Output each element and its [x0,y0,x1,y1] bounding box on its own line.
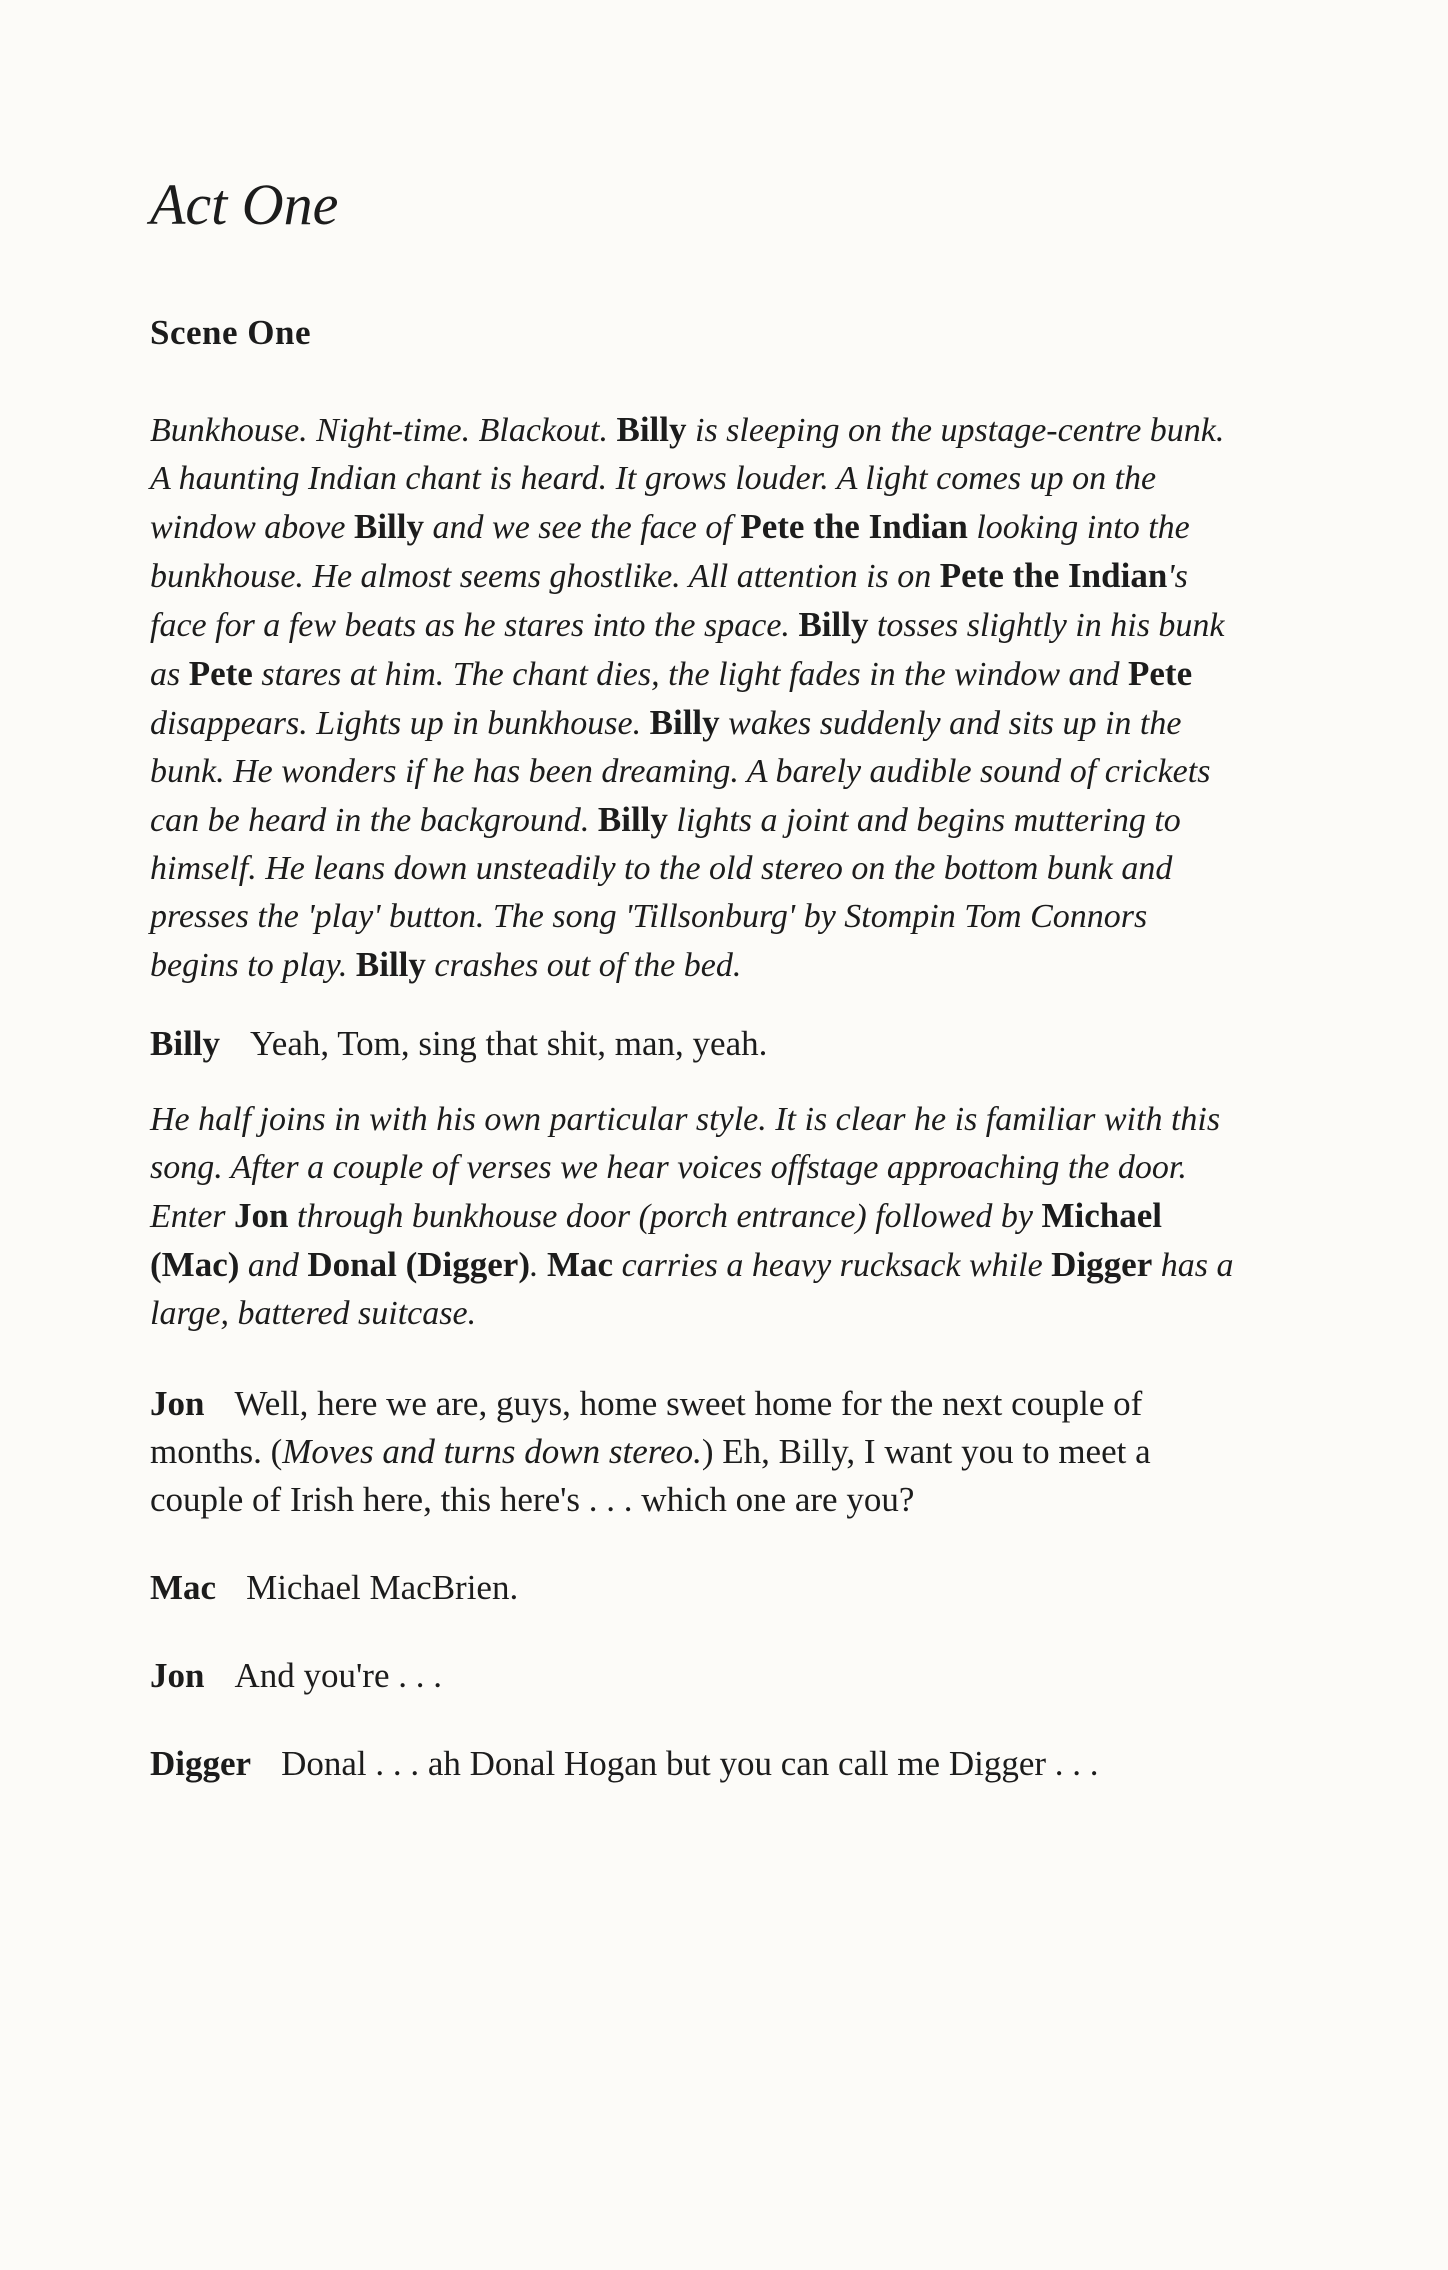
stage-direction-text: has a large, battered suitcase. [150,1246,1234,1332]
stage-direction-text: wakes suddenly and sits up in the bunk. He wonders if he has been dreaming. A barely audible sound of crickets can be heard in the background. [150,704,1211,839]
stage-direction-entrance [150,1096,1240,1338]
character-name: Billy [616,409,687,449]
character-name: Billy [649,702,720,742]
character-name: Mac [547,1244,614,1284]
stage-direction-text: disappears. Lights up in bunkhouse. [150,704,650,742]
character-name: Digger [1051,1244,1153,1284]
stage-direction-text: . [530,1246,547,1284]
character-name: Billy [353,506,425,546]
stage-direction-text: carries a heavy rucksack while [613,1246,1052,1284]
stage-direction-text: and [239,1246,308,1284]
speaker-name: Jon [150,1383,205,1423]
act-title: Act One [150,172,339,237]
character-name: Pete the Indian [939,555,1168,595]
dialogue-digger [150,1740,1240,1788]
dialogue-line: Michael MacBrien. [246,1567,519,1607]
stage-direction-text: through bunkhouse door (porch entrance) followed by [288,1197,1042,1235]
speaker-name: Digger [150,1743,252,1783]
dialogue-line: Yeah, Tom, sing that shit, man, yeah. [250,1023,768,1063]
stage-direction-text: 's face for a few beats as he stares into the space. [150,557,1188,644]
stage-direction-text: and we see the face of [424,508,741,546]
inline-stage-direction: Moves and turns down stereo. [282,1431,702,1471]
dialogue-line: And you're . . . [234,1655,442,1695]
dialogue-line: Well, here we are, guys, home sweet home for the next couple of months. ( [150,1383,1143,1471]
character-name: Pete [188,653,253,693]
character-name: Billy [355,944,426,984]
dialogue-jon [150,1652,1240,1700]
stage-direction-text: tosses slightly in his bunk as [150,606,1225,693]
character-name: Donal (Digger) [307,1244,530,1284]
speaker-name: Mac [150,1567,217,1607]
stage-direction-text: crashes out of the bed. [425,946,742,984]
character-name: Billy [798,604,869,644]
stage-direction-text: looking into the bunkhouse. He almost seems ghostlike. All attention is on [150,508,1190,595]
character-name: Jon [234,1195,289,1235]
dialogue-line: Donal . . . ah Donal Hogan but you can call me Digger . . . [281,1743,1099,1783]
stage-direction-text: Bunkhouse. Night-time. Blackout. [150,411,617,449]
page-content [150,170,1240,1788]
character-name: Pete the Indian [740,506,968,546]
stage-direction-text: He half joins in with his own particular style. It is clear he is familiar with this song. After a couple of verses we hear voices offstage approaching the door. Enter [150,1100,1221,1235]
speaker-name: Billy [150,1023,221,1063]
dialogue-line: ) Eh, Billy, I want you to meet a couple of Irish here, this here's . . . which one are you? [150,1431,1151,1519]
dialogue-billy [150,1020,1240,1068]
speaker-name: Jon [150,1655,205,1695]
stage-direction-text: stares at him. The chant dies, the light fades in the window and [252,655,1128,693]
dialogue-jon [150,1380,1240,1524]
scene-title: Scene One [150,312,312,352]
stage-direction-text: is sleeping on the upstage-centre bunk. A haunting Indian chant is heard. It grows louder. A light comes up on the window above [150,411,1225,546]
character-name: Billy [597,799,668,839]
stage-direction-text: lights a joint and begins muttering to himself. He leans down unsteadily to the old stereo on the bottom bunk and presses the 'play' button. The song 'Tillsonburg' by Stompin Tom Connors begins to play. [150,801,1181,984]
character-name: Pete [1128,653,1193,693]
character-name: Michael (Mac) [150,1195,1162,1284]
stage-direction-opening [150,406,1240,990]
dialogue-mac [150,1564,1240,1612]
